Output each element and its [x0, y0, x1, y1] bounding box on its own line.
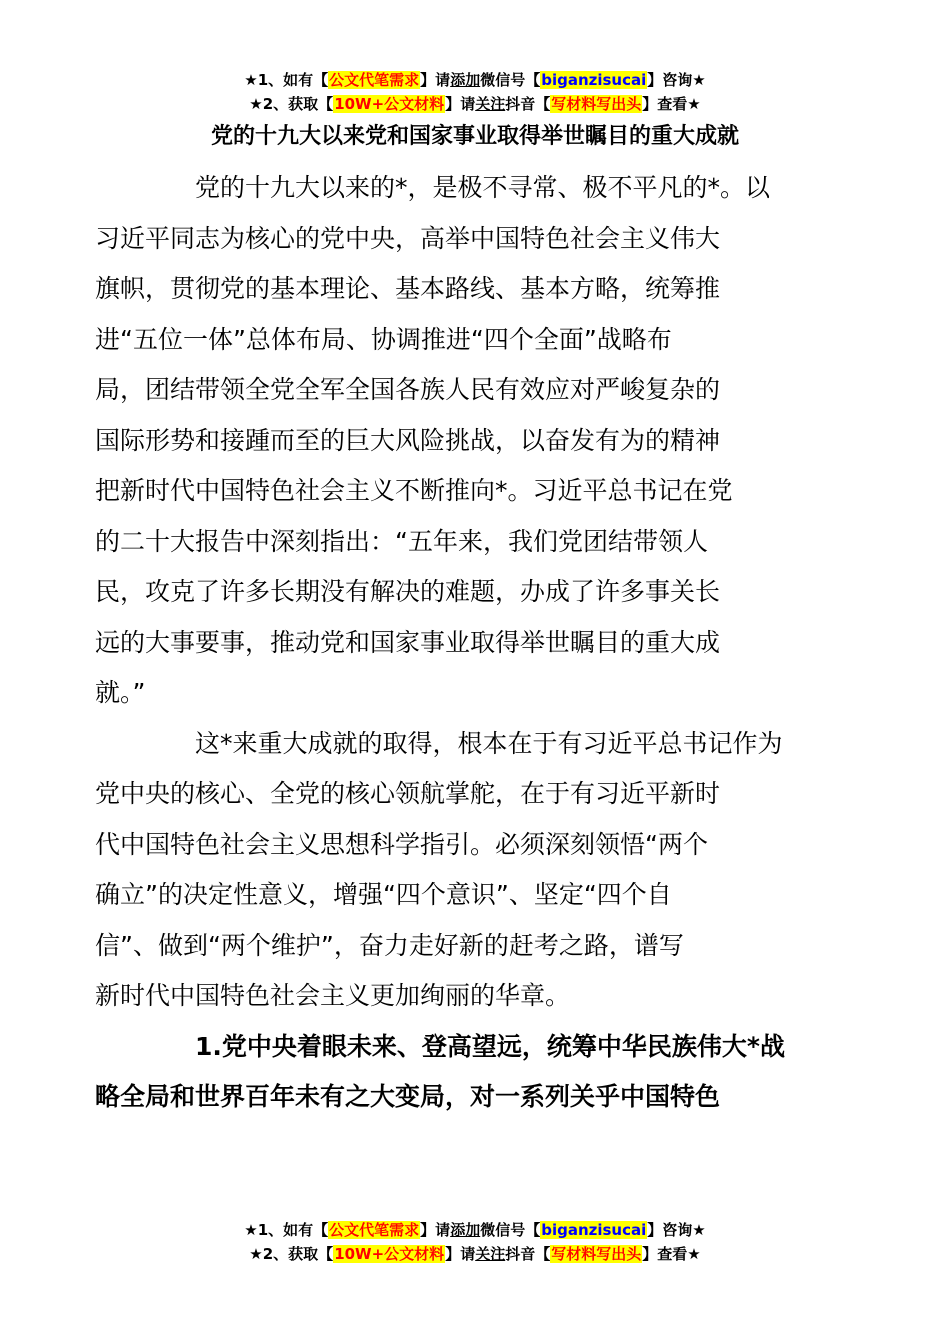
paragraph-2: [95, 719, 805, 1022]
banner-underlined-text: 关注: [475, 95, 506, 113]
banner-text: 抖音【: [505, 95, 551, 113]
banner-text: 】请: [420, 71, 451, 89]
text-line: 把新时代中国特色社会主义不断推向*。习近平总书记在党: [95, 476, 733, 505]
text-line: 旗帜，贯彻党的基本理论、基本路线、基本方略，统筹推: [95, 274, 721, 303]
document-body: [95, 163, 805, 1123]
text-line: 党中央的核心、全党的核心领航掌舵，在于有习近平新时: [95, 779, 721, 808]
banner-text: 】查看★: [642, 1245, 701, 1263]
banner-text: 】咨询★: [647, 71, 706, 89]
text-line: 略全局和世界百年未有之大变局，对一系列关乎中国特色: [95, 1082, 721, 1111]
highlight-materials: 10W+公文材料: [334, 1245, 445, 1263]
banner-underlined-text: 添加: [450, 71, 481, 89]
highlight-douyin: 写材料写出头: [551, 95, 642, 113]
highlight-douyin: 写材料写出头: [551, 1245, 642, 1263]
banner-text: 微信号【: [480, 1221, 541, 1239]
banner-text: ★1、如有【: [244, 71, 329, 89]
highlight-wechat-id: biganzisucai: [541, 71, 647, 89]
paragraph-3-heading: [95, 1022, 805, 1123]
text-line: 远的大事要事，推动党和国家事业取得举世瞩目的重大成: [95, 627, 721, 657]
banner-underlined-text: 关注: [475, 1245, 506, 1263]
banner-text: ★1、如有【: [244, 1221, 329, 1239]
banner-text: ★2、获取【: [249, 1245, 334, 1263]
text-line: 信”、做到“两个维护”，奋力走好新的赶考之路，谱写: [95, 930, 684, 960]
banner-text: 】咨询★: [647, 1221, 706, 1239]
text-line: 的二十大报告中深刻指出：“五年来，我们党团结带领人: [95, 526, 708, 556]
banner-line-1: [0, 1218, 950, 1242]
text-line: 新时代中国特色社会主义更加绚丽的华章。: [95, 981, 571, 1010]
banner-underlined-text: 添加: [450, 1221, 481, 1239]
banner-text: 抖音【: [505, 1245, 551, 1263]
banner-line-2: [0, 92, 950, 116]
banner-text: ★2、获取【: [249, 95, 334, 113]
text-line: 就。”: [95, 678, 146, 707]
banner-text: 微信号【: [480, 71, 541, 89]
highlight-wechat-id: biganzisucai: [541, 1221, 647, 1239]
text-line: 党的十九大以来的*，是极不寻常、极不平凡的*。以: [195, 173, 771, 202]
highlight-service: 公文代笔需求: [329, 71, 420, 89]
paragraph-1: [95, 163, 805, 719]
text-line: 进“五位一体”总体布局、协调推进“四个全面”战略布: [95, 324, 672, 354]
text-line: 这*来重大成就的取得，根本在于有习近平总书记作为: [195, 728, 783, 758]
banner-line-1: [0, 68, 950, 92]
text-line: 习近平同志为核心的党中央，高举中国特色社会主义伟大: [95, 223, 721, 253]
text-line: 局，团结带领全党全军全国各族人民有效应对严峻复杂的: [95, 375, 721, 404]
text-line: 代中国特色社会主义思想科学指引。必须深刻领悟“两个: [95, 829, 708, 859]
text-line: 确立”的决定性意义，增强“四个意识”、坚定“四个自: [95, 880, 672, 909]
highlight-service: 公文代笔需求: [329, 1221, 420, 1239]
banner-text: 】请: [445, 1245, 476, 1263]
document-title: 党的十九大以来党和国家事业取得举世瞩目的重大成就: [210, 124, 739, 149]
bottom-banner: [0, 1218, 950, 1266]
banner-text: 】请: [445, 95, 476, 113]
banner-line-2: [0, 1242, 950, 1266]
text-line: 国际形势和接踵而至的巨大风险挑战，以奋发有为的精神: [95, 425, 721, 455]
banner-text: 】查看★: [642, 95, 701, 113]
top-banner: [0, 68, 950, 116]
text-line: 民，攻克了许多长期没有解决的难题，办成了许多事关长: [95, 577, 721, 606]
text-line: 1.党中央着眼未来、登高望远，统筹中华民族伟大*战: [195, 1031, 785, 1061]
banner-text: 】请: [420, 1221, 451, 1239]
highlight-materials: 10W+公文材料: [334, 95, 445, 113]
